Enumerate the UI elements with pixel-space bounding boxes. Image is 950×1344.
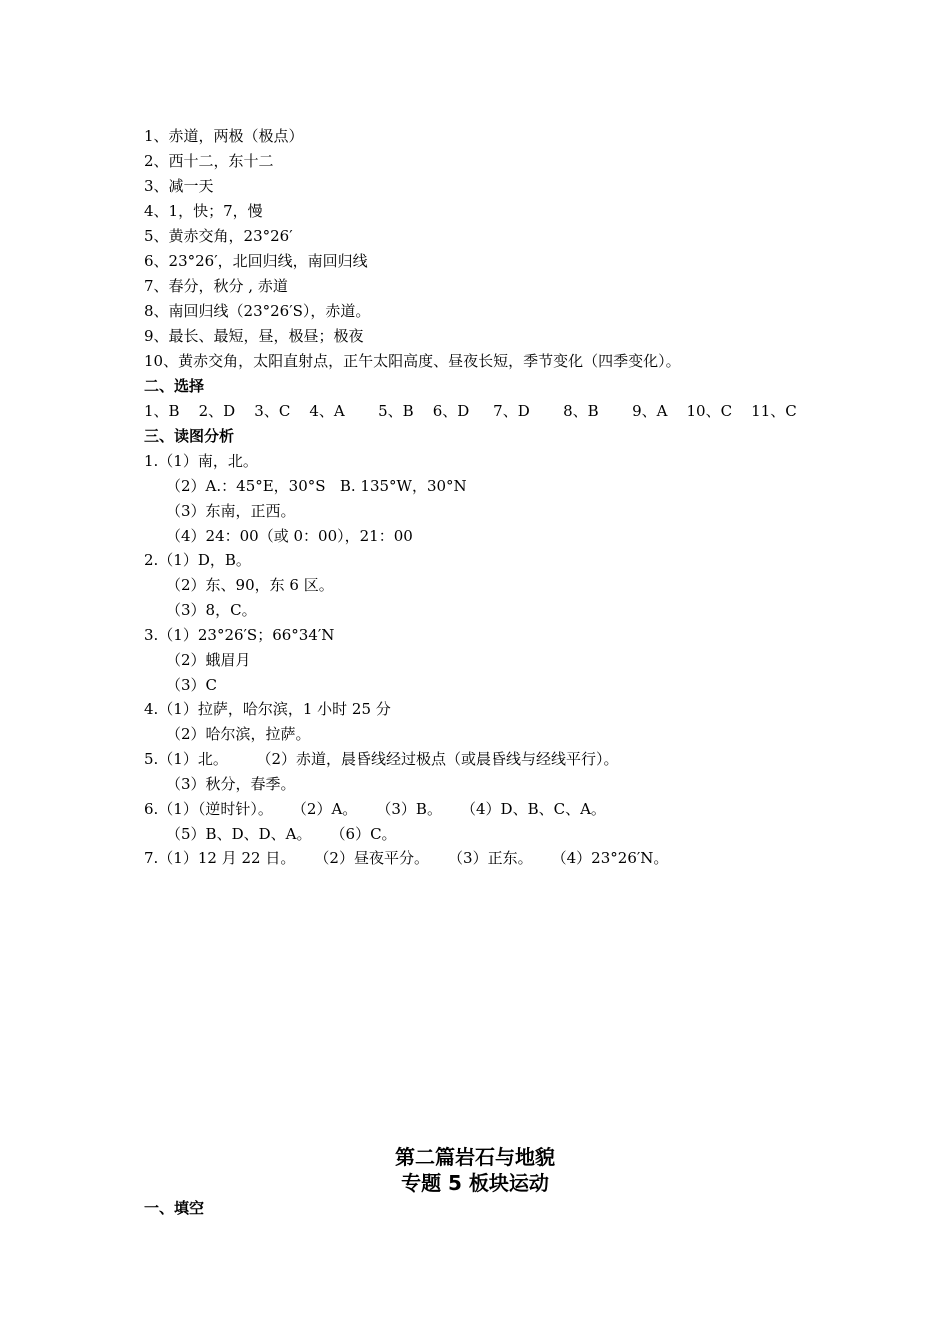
analysis-line: （4）24：00（或 0：00），21：00 (166, 527, 413, 545)
fill-answer-9: 9、最长、最短，昼，极昼；极夜 (144, 327, 364, 345)
fill-answer-10: 10、黄赤交角，太阳直射点，正午太阳高度、昼夜长短，季节变化（四季变化）。 (144, 352, 681, 370)
analysis-line: （2）A.：45°E，30°S B. 135°W，30°N (166, 477, 467, 495)
analysis-line: 1.（1）南，北。 (144, 452, 258, 470)
fill-answer-7: 7、春分，秋分 , 赤道 (144, 277, 288, 295)
analysis-line: 5.（1）北。 （2）赤道，晨昏线经过极点（或晨昏线与经线平行）。 (144, 750, 619, 768)
fill-answer-4: 4、1，快；7，慢 (144, 202, 263, 220)
analysis-line: 3.（1）23°26′S；66°34′N (144, 626, 335, 644)
fill-answer-2: 2、西十二，东十二 (144, 152, 274, 170)
fill-answer-5: 5、黄赤交角，23°26′ (144, 227, 293, 245)
fill-answer-3: 3、减一天 (144, 177, 214, 195)
analysis-line: 2.（1）D，B。 (144, 551, 251, 569)
analysis-line: （2）蛾眉月 (166, 651, 251, 669)
analysis-line: （5）B、D、D、A。 （6）C。 (166, 825, 397, 843)
analysis-line: 7.（1）12 月 22 日。 （2）昼夜平分。 （3）正东。 （4）23°26′N。 (144, 849, 669, 867)
analysis-line: 4.（1）拉萨，哈尔滨，1 小时 25 分 (144, 700, 391, 718)
analysis-line: （2）哈尔滨，拉萨。 (166, 725, 311, 743)
analysis-line: （3）C (166, 676, 218, 694)
choice-answers: 1、B 2、D 3、C 4、A 5、B 6、D 7、D 8、B 9、A 10、C 11、C (144, 402, 797, 420)
analysis-line: （3）秋分，春季。 (166, 775, 296, 793)
fill-heading: 一、填空 (144, 1199, 205, 1217)
analysis-heading: 三、读图分析 (144, 427, 235, 445)
fill-answer-6: 6、23°26′，北回归线，南回归线 (144, 252, 368, 270)
analysis-line: （3）东南，正西。 (166, 502, 296, 520)
choice-heading: 二、选择 (144, 377, 205, 395)
part-title: 第二篇岩石与地貌 (395, 1145, 555, 1169)
analysis-line: （2）东、90，东 6 区。 (166, 576, 334, 594)
analysis-line: 6.（1）（逆时针）。 （2）A。 （3）B。 （4）D、B、C、A。 (144, 800, 606, 818)
fill-answer-1: 1、赤道，两极（极点） (144, 127, 304, 145)
topic-title: 专题 5 板块运动 (401, 1171, 549, 1195)
fill-answer-8: 8、南回归线（23°26′S），赤道。 (144, 302, 371, 320)
analysis-line: （3）8，C。 (166, 601, 257, 619)
